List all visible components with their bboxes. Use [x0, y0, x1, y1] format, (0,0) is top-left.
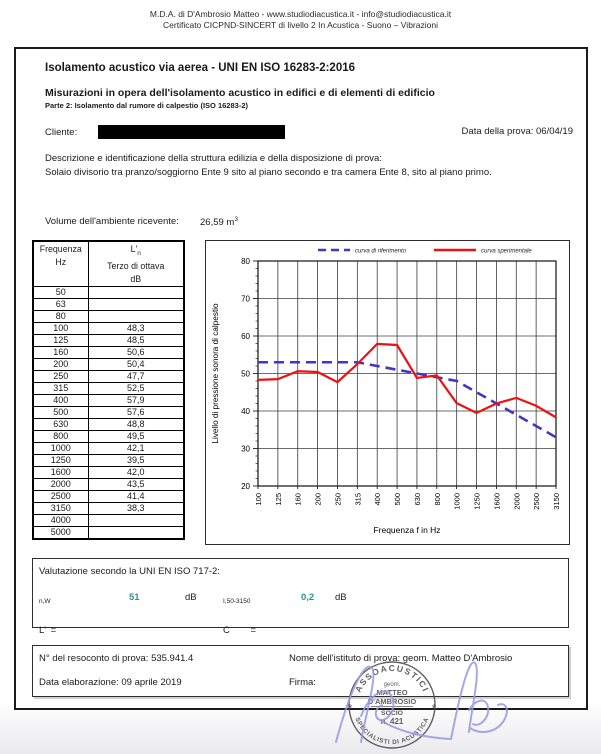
letterhead — [0, 9, 601, 31]
level-cell: 57,6 — [88, 406, 184, 418]
x-tick-label: 1600 — [492, 493, 502, 510]
experimental-curve-line — [258, 344, 556, 418]
level-cell: 42,0 — [88, 466, 184, 478]
table-row — [33, 298, 184, 310]
ci-label: C $_{I,50-3150}$ = — [223, 597, 257, 636]
evaluation-box — [32, 558, 569, 636]
level-cell: 38,3 — [88, 502, 184, 514]
frequency-column-header: Frequenza Hz — [33, 241, 88, 286]
table-row — [33, 286, 184, 298]
stamp-arc-top-text: ASSOACUSTICI — [352, 662, 432, 694]
level-cell: 50,6 — [88, 346, 184, 358]
letterhead-line2: Certificato CICPND-SINCERT di livello 2 In Acustica - Suono – Vibrazioni — [163, 20, 438, 30]
x-tick-label: 100 — [254, 493, 263, 506]
y-tick-label: 40 — [241, 406, 250, 416]
lnw-value: 51 — [129, 592, 140, 603]
table-row — [33, 394, 184, 406]
document-frame — [14, 47, 588, 710]
page-subtitle: Misurazioni in opera dell'isolamento acustico in edifici e di elementi di edificio — [45, 87, 435, 99]
impact-sound-chart — [205, 240, 570, 545]
table-row — [33, 310, 184, 322]
x-tick-label: 1000 — [452, 493, 462, 510]
stamp-star-left: * — [347, 701, 353, 716]
client-name-redaction — [98, 125, 285, 139]
level-cell: 57,9 — [88, 394, 184, 406]
x-tick-label: 500 — [393, 493, 403, 506]
level-cell: 39,5 — [88, 454, 184, 466]
level-cell: 48,8 — [88, 418, 184, 430]
elaboration-date: Data elaborazione: 09 aprile 2019 — [39, 677, 182, 688]
level-cell: 42,1 — [88, 442, 184, 454]
y-tick-label: 20 — [241, 481, 250, 491]
table-row — [33, 454, 184, 466]
description-label: Descrizione e identificazione della struttura edilizia e della disposizione di prova: — [45, 153, 382, 164]
frequency-cell: 2000 — [33, 478, 88, 490]
frequency-cell: 160 — [33, 346, 88, 358]
frequency-cell: 1600 — [33, 466, 88, 478]
test-date-value: 06/04/19 — [536, 126, 573, 137]
table-row — [33, 514, 184, 526]
x-tick-label: 3150 — [552, 493, 561, 510]
level-cell — [88, 514, 184, 526]
letterhead-line1: M.D.A. di D'Ambrosio Matteo - www.studiodiacustica.it - info@studiodiacustica.it — [149, 9, 452, 19]
frequency-cell: 1250 — [33, 454, 88, 466]
level-cell: 52,5 — [88, 382, 184, 394]
stamp-member-text: SOCIO — [381, 710, 403, 717]
frequency-cell: 315 — [33, 382, 88, 394]
ci-value: 0,2 — [301, 592, 315, 603]
page-title: Isolamento acustico via aerea - UNI EN ISO 16283-2:2016 — [45, 62, 356, 74]
evaluation-title: Valutazione secondo la UNI EN ISO 717-2: — [39, 566, 220, 577]
legend-reference-label: curva di riferimento — [355, 248, 407, 255]
level-cell: 47,7 — [88, 370, 184, 382]
volume-value: 26,59 $m^3$ — [200, 216, 238, 229]
chart-canvas — [206, 241, 569, 544]
table-row — [33, 442, 184, 454]
test-date — [462, 126, 573, 137]
frequency-cell: 800 — [33, 430, 88, 442]
volume-label: Volume dell'ambiente ricevente: — [45, 216, 179, 227]
description-text: Solaio divisorio tra pranzo/soggiorno Ente 9 sito al piano secondo e tra camera Ente 8, sito al piano primo. — [45, 167, 492, 178]
stamp-star-right: * — [431, 701, 437, 716]
test-date-label: Data della prova: — [461, 126, 534, 137]
x-tick-label: 2000 — [512, 493, 522, 510]
table-row — [33, 502, 184, 514]
frequency-cell: 200 — [33, 358, 88, 370]
level-cell: 50,4 — [88, 358, 184, 370]
frequency-cell: 63 — [33, 298, 88, 310]
frequency-cell: 100 — [33, 322, 88, 334]
institute-name: Nome dell'istituto di prova: geom. Matteo D'Ambrosio — [289, 653, 513, 664]
stamp-number-text: n. 421 — [380, 717, 404, 726]
table-row — [33, 370, 184, 382]
lnw-label: L' $_{n,W}$ = — [39, 597, 57, 636]
level-cell — [88, 310, 184, 322]
y-tick-label: 60 — [241, 331, 250, 341]
table-row — [33, 526, 184, 539]
table-row — [33, 382, 184, 394]
x-tick-label: 200 — [313, 493, 323, 506]
y-tick-label: 80 — [241, 256, 250, 266]
ci-unit: dB — [335, 592, 347, 603]
legend-experimental-label: curva sperimentale — [481, 248, 532, 255]
x-axis-title: Frequenza f in Hz — [373, 525, 441, 535]
signature-label: Firma: — [289, 677, 316, 688]
level-cell: 48,5 — [88, 334, 184, 346]
client-label: Cliente: — [45, 127, 78, 138]
frequency-cell: 400 — [33, 394, 88, 406]
frequency-cell: 80 — [33, 310, 88, 322]
table-row — [33, 406, 184, 418]
table-header-row — [33, 241, 184, 286]
frequency-cell: 5000 — [33, 526, 88, 539]
stamp-and-signature — [320, 652, 525, 754]
frequency-table — [32, 240, 185, 540]
level-cell: 43,5 — [88, 478, 184, 490]
y-tick-label: 50 — [241, 369, 250, 379]
stamp-surname-text: D'AMBROSIO — [367, 697, 417, 706]
x-tick-label: 800 — [432, 493, 442, 506]
table-row — [33, 322, 184, 334]
stamp-title-text: geom. — [383, 682, 401, 688]
table-row — [33, 334, 184, 346]
y-tick-label: 70 — [241, 294, 250, 304]
table-row — [33, 418, 184, 430]
table-row — [33, 490, 184, 502]
stamp-name-text: MATTEO — [376, 688, 408, 697]
table-row — [33, 466, 184, 478]
y-tick-label: 30 — [241, 444, 250, 454]
stamp-arc-bottom-text: SPECIALISTI DI ACUSTICA — [353, 716, 431, 747]
y-axis-title: Livello di pressione sonora di calpestio — [211, 303, 220, 444]
x-tick-label: 630 — [412, 493, 422, 506]
table-row — [33, 358, 184, 370]
table-row — [33, 478, 184, 490]
table-row — [33, 430, 184, 442]
level-cell: 41,4 — [88, 490, 184, 502]
x-tick-label: 2500 — [532, 493, 542, 510]
level-cell: 48,3 — [88, 322, 184, 334]
level-cell — [88, 286, 184, 298]
lnw-unit: dB — [185, 592, 197, 603]
frequency-cell: 125 — [33, 334, 88, 346]
x-tick-label: 315 — [353, 493, 363, 506]
frequency-cell: 500 — [33, 406, 88, 418]
x-tick-label: 1250 — [472, 493, 482, 510]
frequency-cell: 3150 — [33, 502, 88, 514]
frequency-cell: 1000 — [33, 442, 88, 454]
x-tick-label: 400 — [373, 493, 383, 506]
x-tick-label: 125 — [273, 493, 283, 506]
frequency-cell: 630 — [33, 418, 88, 430]
table-row — [33, 346, 184, 358]
level-cell — [88, 298, 184, 310]
frequency-cell: 2500 — [33, 490, 88, 502]
level-column-header: $L'_n$ Terzo di ottava dB — [88, 241, 184, 286]
frequency-cell: 50 — [33, 286, 88, 298]
level-cell: 49,5 — [88, 430, 184, 442]
page-subtitle2: Parte 2: Isolamento dal rumore di calpestio (ISO 16283-2) — [45, 101, 248, 110]
frequency-cell: 4000 — [33, 514, 88, 526]
level-cell — [88, 526, 184, 539]
report-number: N° del resoconto di prova: 535.941.4 — [39, 653, 194, 664]
x-tick-label: 250 — [333, 493, 343, 506]
x-tick-label: 160 — [293, 493, 303, 506]
frequency-cell: 250 — [33, 370, 88, 382]
